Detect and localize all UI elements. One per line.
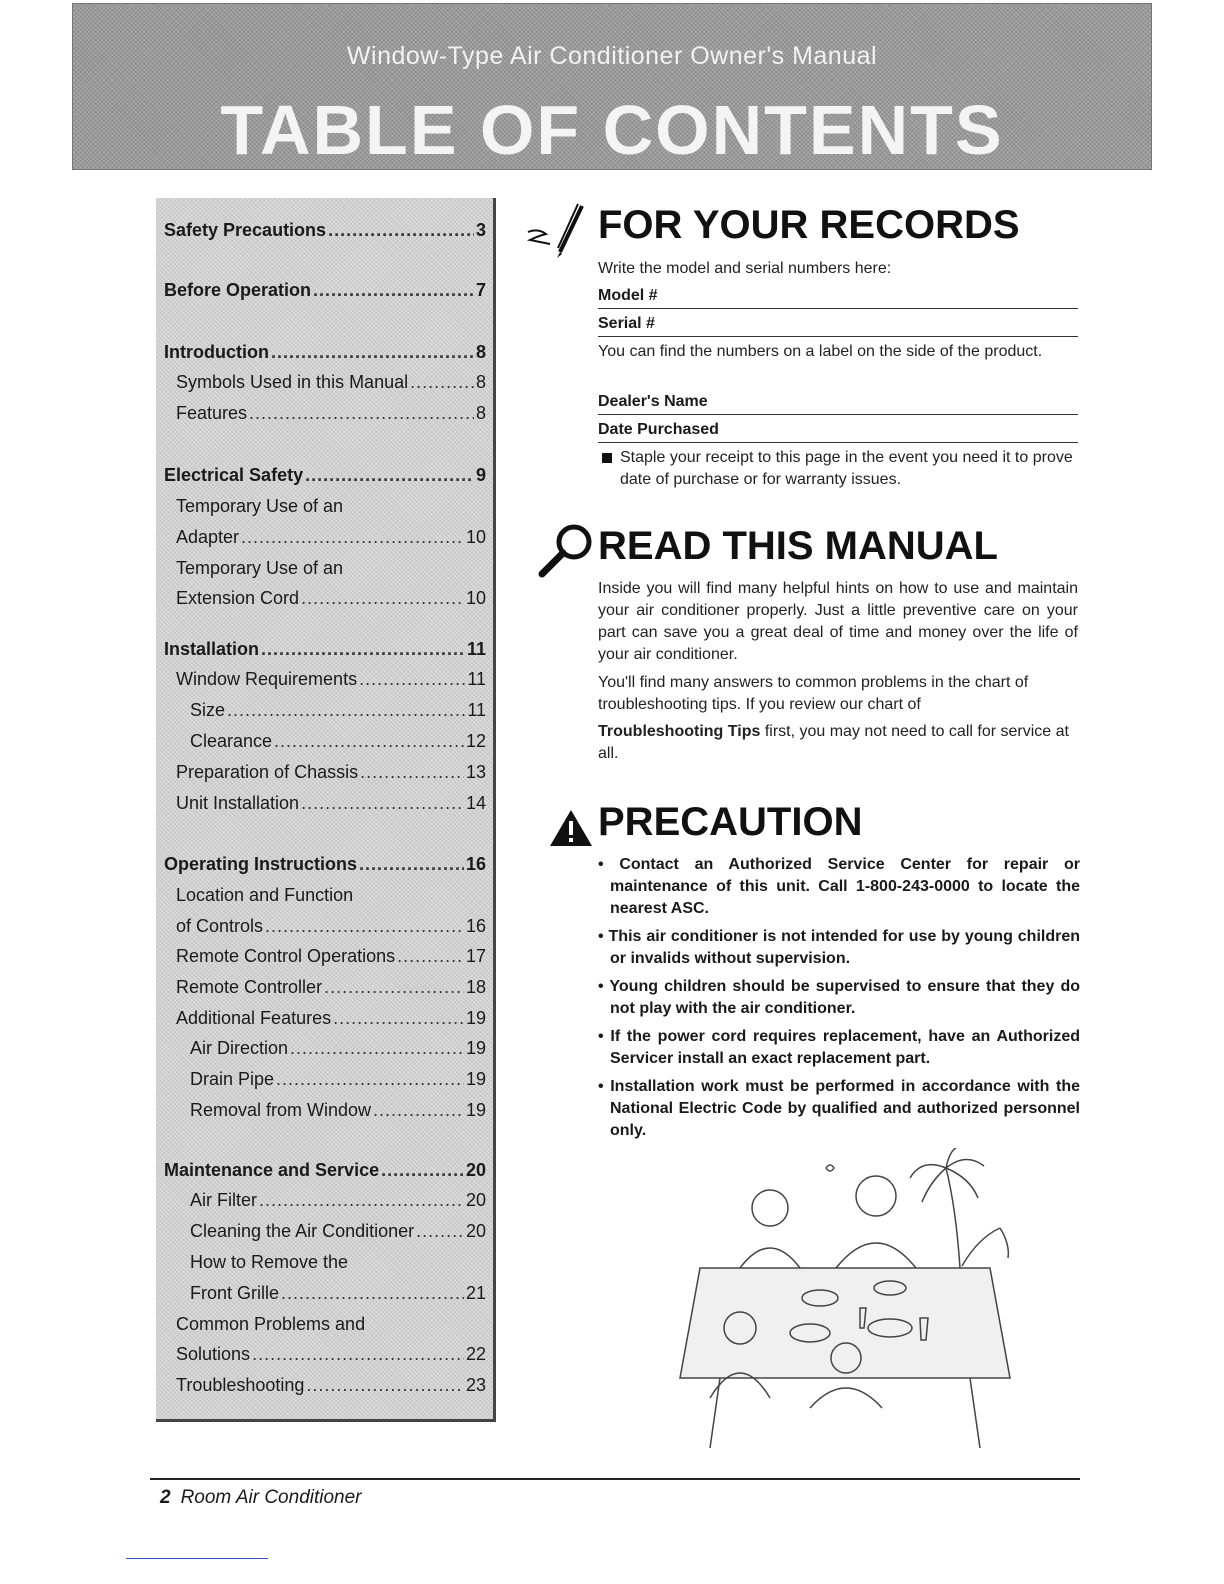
family-picnic-illustration bbox=[660, 1148, 1030, 1454]
toc-page-number: 19 bbox=[465, 1038, 486, 1058]
manual-para3 bbox=[598, 721, 1078, 765]
precaution-item bbox=[598, 1076, 1080, 1142]
precaution-heading: PRECAUTION bbox=[598, 800, 863, 844]
toc-leader-dots bbox=[397, 946, 464, 967]
toc-subentry[interactable] bbox=[164, 762, 486, 788]
toc-leader-dots bbox=[305, 465, 474, 486]
toc-subentry[interactable] bbox=[164, 1252, 486, 1278]
toc-leader-dots bbox=[324, 977, 464, 998]
square-bullet-icon bbox=[602, 453, 612, 463]
toc-subentry[interactable] bbox=[164, 1344, 486, 1370]
toc-leader-dots bbox=[227, 700, 465, 721]
toc-page-number: 21 bbox=[465, 1283, 486, 1303]
precaution-item bbox=[598, 976, 1080, 1020]
toc-entry-label: Installation bbox=[164, 639, 260, 659]
staple-note bbox=[602, 447, 1078, 491]
toc-subentry[interactable] bbox=[164, 588, 486, 614]
toc-subentry[interactable] bbox=[164, 1069, 486, 1095]
toc-entry-label: Safety Precautions bbox=[164, 220, 327, 240]
toc-entry-label: Air Filter bbox=[190, 1190, 257, 1210]
toc-leader-dots bbox=[301, 588, 464, 609]
toc-entry-label: Introduction bbox=[164, 342, 269, 362]
toc-entry-label: Before Operation bbox=[164, 280, 312, 300]
page-footer bbox=[160, 1487, 362, 1509]
toc-entry-label: Remote Controller bbox=[176, 977, 323, 997]
toc-entry-label: Size bbox=[190, 700, 226, 720]
toc-leader-dots bbox=[359, 669, 465, 690]
toc-page-number: 8 bbox=[475, 342, 486, 362]
toc-leader-dots bbox=[333, 1008, 464, 1029]
toc-entry-label: Troubleshooting bbox=[176, 1375, 305, 1395]
toc-subentry[interactable] bbox=[164, 1038, 486, 1064]
toc-entry-label: of Controls bbox=[176, 916, 264, 936]
precaution-item-text: Contact an Authorized Service Center for repair or maintenance of this unit. Call 1-800-243-0000 to locate the nearest ASC. bbox=[610, 856, 1080, 917]
toc-leader-dots bbox=[301, 793, 464, 814]
toc-entry-label: Solutions bbox=[176, 1344, 251, 1364]
toc-leader-dots bbox=[410, 372, 474, 393]
toc-leader-dots bbox=[274, 731, 464, 752]
pen-icon bbox=[524, 202, 594, 260]
toc-subentry[interactable] bbox=[164, 1100, 486, 1126]
toc-section-entry[interactable] bbox=[164, 1160, 486, 1186]
toc-entry-label: Adapter bbox=[176, 527, 240, 547]
date-purchased-field[interactable]: Date Purchased bbox=[598, 417, 1078, 443]
toc-entry-label: Front Grille bbox=[190, 1283, 280, 1303]
toc-section-entry[interactable] bbox=[164, 342, 486, 368]
toc-subentry[interactable] bbox=[164, 558, 486, 584]
toc-page-number: 11 bbox=[467, 700, 486, 720]
toc-section-entry[interactable] bbox=[164, 465, 486, 491]
toc-section-entry[interactable] bbox=[164, 280, 486, 306]
toc-entry-label: Preparation of Chassis bbox=[176, 762, 359, 782]
records-intro: Write the model and serial numbers here: bbox=[598, 260, 892, 277]
toc-subentry[interactable] bbox=[164, 527, 486, 553]
toc-page-number: 7 bbox=[475, 280, 486, 300]
toc-entry-label: Location and Function bbox=[176, 885, 354, 905]
dealer-field[interactable]: Dealer's Name bbox=[598, 389, 1078, 415]
toc-subentry[interactable] bbox=[164, 403, 486, 429]
toc-entry-label: Air Direction bbox=[190, 1038, 289, 1058]
toc-subentry[interactable] bbox=[164, 1008, 486, 1034]
toc-subentry[interactable] bbox=[164, 496, 486, 522]
precaution-item bbox=[598, 854, 1080, 920]
manual-para3-rest: first, you may not need to call for service at all. bbox=[598, 723, 1069, 762]
toc-entry-label: Electrical Safety bbox=[164, 465, 304, 485]
toc-entry-label: Maintenance and Service bbox=[164, 1160, 380, 1180]
toc-entry-label: Temporary Use of an bbox=[176, 496, 344, 516]
toc-leader-dots bbox=[265, 916, 464, 937]
toc-page-number: 19 bbox=[465, 1069, 486, 1089]
toc-leader-dots bbox=[359, 854, 464, 875]
toc-leader-dots bbox=[241, 527, 464, 548]
toc-entry-label: Unit Installation bbox=[176, 793, 300, 813]
toc-page-number: 19 bbox=[465, 1100, 486, 1120]
toc-subentry[interactable] bbox=[164, 946, 486, 972]
toc-leader-dots bbox=[328, 220, 474, 241]
manual-para2: You'll find many answers to common problems in the chart of troubleshooting tips. If you review our chart of bbox=[598, 674, 1029, 713]
toc-page-number: 19 bbox=[465, 1008, 486, 1028]
toc-leader-dots bbox=[261, 639, 465, 660]
toc-entry-label: Window Requirements bbox=[176, 669, 358, 689]
toc-section-entry[interactable] bbox=[164, 220, 486, 246]
toc-section-entry[interactable] bbox=[164, 639, 486, 665]
toc-leader-dots bbox=[416, 1221, 464, 1242]
toc-leader-dots bbox=[373, 1100, 464, 1121]
toc-subentry[interactable] bbox=[164, 1221, 486, 1247]
bullet-dot-icon: • bbox=[598, 856, 620, 873]
manual-heading: READ THIS MANUAL bbox=[598, 524, 998, 568]
toc-leader-dots bbox=[306, 1375, 464, 1396]
toc-leader-dots bbox=[290, 1038, 464, 1059]
toc-subentry[interactable] bbox=[164, 1375, 486, 1401]
toc-entry-label: Drain Pipe bbox=[190, 1069, 275, 1089]
toc-entry-label: Remote Control Operations bbox=[176, 946, 396, 966]
page-number: 2 bbox=[160, 1487, 171, 1508]
toc-leader-dots bbox=[313, 280, 474, 301]
toc-page-number: 18 bbox=[465, 977, 486, 997]
magnifier-icon bbox=[536, 522, 596, 578]
banner-subtitle: Window-Type Air Conditioner Owner's Manual bbox=[346, 42, 878, 70]
bullet-dot-icon: • bbox=[598, 1028, 611, 1045]
precaution-item-text: This air conditioner is not intended for use by young children or invalids without supervision. bbox=[608, 928, 1081, 967]
toc-subentry[interactable] bbox=[164, 1283, 486, 1309]
precaution-item-text: Installation work must be performed in accordance with the National Electric Code by qualified and authorized personnel only. bbox=[610, 1078, 1081, 1139]
toc-subentry[interactable] bbox=[164, 1190, 486, 1216]
precaution-item-text: Young children should be supervised to ensure that they do not play with the air conditioner. bbox=[609, 978, 1080, 1017]
bottom-underline bbox=[126, 1558, 268, 1559]
bullet-dot-icon: • bbox=[598, 928, 609, 945]
toc-entry-label: Clearance bbox=[190, 731, 273, 751]
toc-subentry[interactable] bbox=[164, 1314, 486, 1340]
troubleshooting-tips-link: Troubleshooting Tips bbox=[598, 723, 761, 740]
toc-leader-dots bbox=[252, 1344, 464, 1365]
toc-page-number: 22 bbox=[465, 1344, 486, 1364]
toc-section-entry[interactable] bbox=[164, 854, 486, 880]
toc-leader-dots bbox=[381, 1160, 464, 1181]
banner-title: TABLE OF CONTENTS bbox=[220, 91, 1004, 169]
records-heading: FOR YOUR RECORDS bbox=[598, 203, 1020, 247]
toc-entry-label: Temporary Use of an bbox=[176, 558, 344, 578]
toc-entry-label: Cleaning the Air Conditioner bbox=[190, 1221, 415, 1241]
toc-subentry[interactable] bbox=[164, 731, 486, 757]
toc-page-number: 20 bbox=[465, 1160, 486, 1180]
toc-entry-label: Common Problems and bbox=[176, 1314, 366, 1334]
toc-page-number: 11 bbox=[467, 669, 486, 689]
toc-subentry[interactable] bbox=[164, 916, 486, 942]
toc-page-number: 20 bbox=[465, 1221, 486, 1241]
table-of-contents bbox=[156, 198, 496, 1422]
toc-leader-dots bbox=[281, 1283, 464, 1304]
toc-page-number: 20 bbox=[465, 1190, 486, 1210]
toc-subentry[interactable] bbox=[164, 669, 486, 695]
toc-entry-label: Operating Instructions bbox=[164, 854, 358, 874]
bullet-dot-icon: • bbox=[598, 978, 610, 995]
toc-leader-dots bbox=[271, 342, 474, 363]
toc-page-number: 16 bbox=[465, 916, 486, 936]
precaution-item bbox=[598, 1026, 1080, 1070]
toc-page-number: 17 bbox=[465, 946, 486, 966]
toc-page-number: 10 bbox=[465, 588, 486, 608]
toc-page-number: 14 bbox=[465, 793, 486, 813]
toc-entry-label: Symbols Used in this Manual bbox=[176, 372, 409, 392]
footer-rule bbox=[150, 1478, 1080, 1480]
toc-entry-label: Features bbox=[176, 403, 248, 423]
staple-text: Staple your receipt to this page in the event you need it to prove date of purchase or for warranty issues. bbox=[620, 449, 1073, 488]
toc-page-number: 9 bbox=[475, 465, 486, 485]
warning-icon bbox=[548, 808, 594, 848]
toc-page-number: 16 bbox=[465, 854, 486, 874]
header-banner bbox=[72, 3, 1152, 170]
precaution-item-text: If the power cord requires replacement, have an Authorized Servicer install an exact replacement part. bbox=[610, 1028, 1081, 1067]
toc-subentry[interactable] bbox=[164, 700, 486, 726]
serial-field[interactable]: Serial # bbox=[598, 311, 1078, 337]
precaution-item bbox=[598, 926, 1080, 970]
toc-page-number: 12 bbox=[465, 731, 486, 751]
toc-leader-dots bbox=[276, 1069, 464, 1090]
precaution-list bbox=[598, 854, 1080, 1148]
footer-title: Room Air Conditioner bbox=[180, 1487, 362, 1508]
toc-page-number: 3 bbox=[475, 220, 486, 240]
toc-page-number: 13 bbox=[465, 762, 486, 782]
toc-entry-label: Removal from Window bbox=[190, 1100, 372, 1120]
toc-subentry[interactable] bbox=[164, 793, 486, 819]
bullet-dot-icon: • bbox=[598, 1078, 611, 1095]
toc-entry-label: How to Remove the bbox=[190, 1252, 349, 1272]
toc-subentry[interactable] bbox=[164, 885, 486, 911]
toc-leader-dots bbox=[360, 762, 464, 783]
toc-page-number: 10 bbox=[465, 527, 486, 547]
records-find-text: You can find the numbers on a label on the side of the product. bbox=[598, 343, 1043, 360]
toc-page-number: 11 bbox=[466, 639, 486, 659]
toc-page-number: 8 bbox=[475, 403, 486, 423]
manual-para1: Inside you will find many helpful hints on how to use and maintain your air conditioner properly. Just a little preventive care on your part can save you a great deal of time and money over the life of your air conditioner. bbox=[598, 580, 1078, 663]
toc-page-number: 23 bbox=[465, 1375, 486, 1395]
toc-subentry[interactable] bbox=[164, 372, 486, 398]
toc-subentry[interactable] bbox=[164, 977, 486, 1003]
toc-page-number: 8 bbox=[475, 372, 486, 392]
model-field[interactable]: Model # bbox=[598, 283, 1078, 309]
toc-entry-label: Additional Features bbox=[176, 1008, 332, 1028]
toc-leader-dots bbox=[249, 403, 474, 424]
toc-leader-dots bbox=[259, 1190, 464, 1211]
toc-entry-label: Extension Cord bbox=[176, 588, 300, 608]
